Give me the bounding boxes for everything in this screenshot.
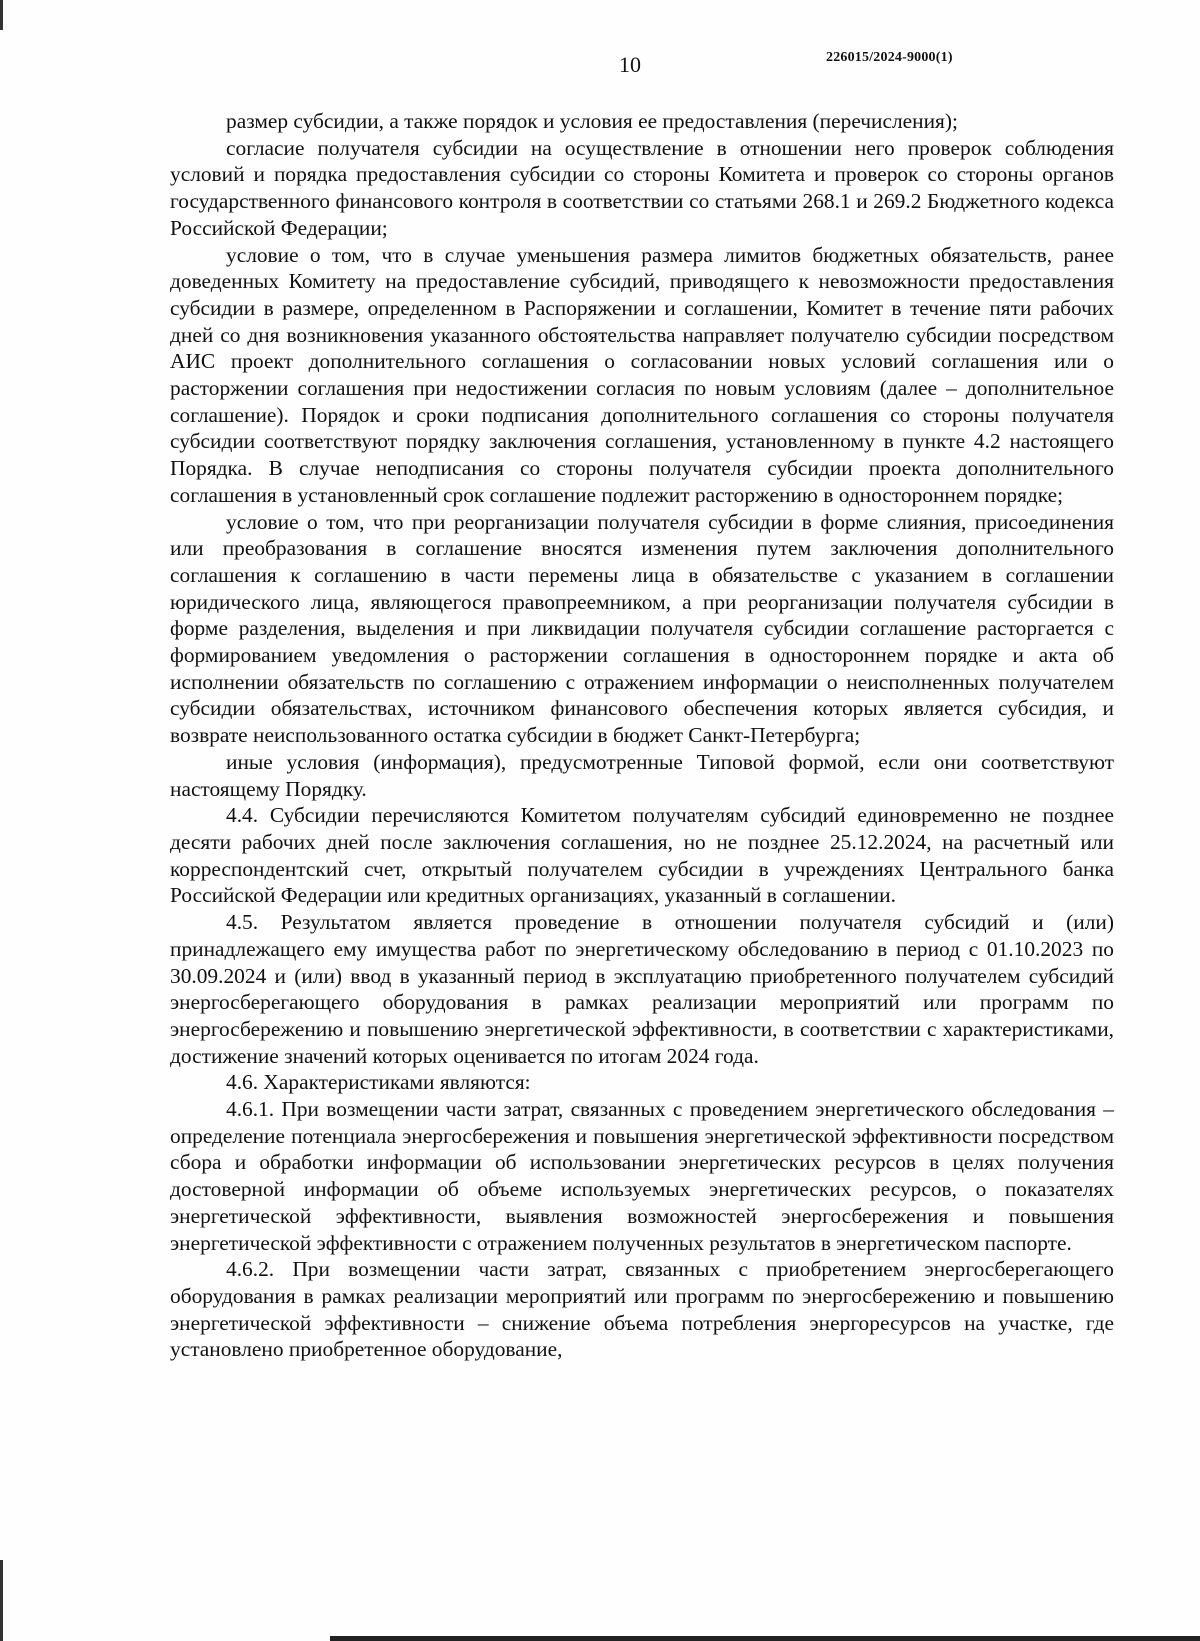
paragraph: условие о том, что в случае уменьшения размера лимитов бюджетных обязательств, ранее доведенных Комитету на предоставление субсидий, приводящего к невозможности предоставления субсидии в размере, определенном в Распоряжении и соглашении, Комитет в течение пяти рабочих дней со дня возникновения указанного обстоятельства направляет получателю субсидии посредством АИС проект дополнительного соглашения о согласовании новых условий соглашения или о расторжении соглашения при недостижении согласия по новым условиям (далее – дополнительное соглашение). Порядок и сроки подписания дополнительного соглашения со стороны получателя субсидии соответствуют порядку заключения соглашения, установленному в пункте 4.2 настоящего Порядка. В случае неподписания со стороны получателя субсидии проекта дополнительного соглашения в установленный срок соглашение подлежит расторжению в одностороннем порядке; bbox=[170, 242, 1114, 507]
paragraph: 4.6. Характеристиками являются: bbox=[226, 1070, 531, 1095]
paragraph: 4.4. Субсидии перечисляются Комитетом получателям субсидий единовременно не позднее десяти рабочих дней после заключения соглашения, но не позднее 25.12.2024, на расчетный или корреспондентский счет, открытый получателем субсидии в учреждениях Центрального банка Российской Федерации или кредитных организациях, указанный в соглашении. bbox=[170, 803, 1114, 908]
scan-bottom-border bbox=[330, 1636, 1200, 1641]
scan-edge-mark bbox=[0, 0, 3, 30]
paragraph: 4.6.2. При возмещении части затрат, связанных с приобретением энергосберегающего оборудования в рамках реализации мероприятий или программ по энергосбережению и повышению энергетической эффективности – снижение объема потребления энергоресурсов на участке, где установлено приобретенное оборудование, bbox=[170, 1257, 1114, 1362]
page-number: 10 bbox=[619, 52, 641, 77]
document-id: 226015/2024-9000(1) bbox=[826, 50, 953, 65]
document-body bbox=[170, 108, 1114, 1363]
scan-edge-mark bbox=[0, 1560, 3, 1641]
paragraph: согласие получателя субсидии на осуществление в отношении него проверок соблюдения условий и порядка предоставления субсидии со стороны Комитета и проверок со стороны органов государственного финансового контроля в соответствии со статьями 268.1 и 269.2 Бюджетного кодекса Российской Федерации; bbox=[170, 135, 1114, 240]
paragraph: 4.6.1. При возмещении части затрат, связанных с проведением энергетического обследования – определение потенциала энергосбережения и повышения энергетической эффективности посредством сбора и обработки информации об использовании энергетических ресурсов в целях получения достоверной информации об объеме используемых энергетических ресурсов, о показателях энергетической эффективности, выявления возможностей энергосбережения и повышения энергетической эффективности с отражением полученных результатов в энергетическом паспорте. bbox=[170, 1097, 1114, 1255]
paragraph: 4.5. Результатом является проведение в отношении получателя субсидий и (или) принадлежащего ему имущества работ по энергетическому обследованию в период с 01.10.2023 по 30.09.2024 и (или) ввод в указанный период в эксплуатацию приобретенного получателем субсидий энергосберегающего оборудования в рамках реализации мероприятий или программ по энергосбережению и повышению энергетической эффективности, в соответствии с характеристиками, достижение значений которых оценивается по итогам 2024 года. bbox=[170, 910, 1114, 1068]
paragraph: иные условия (информация), предусмотренные Типовой формой, если они соответствуют настоящему Порядку. bbox=[170, 749, 1114, 801]
paragraph: условие о том, что при реорганизации получателя субсидии в форме слияния, присоединения или преобразования в соглашение вносятся изменения путем заключения дополнительного соглашения к соглашению в части перемены лица в обязательстве с указанием в соглашении юридического лица, являющегося правопреемником, а при реорганизации получателя субсидии в форме разделения, выделения и при ликвидации получателя субсидии соглашение расторгается с формированием уведомления о расторжении соглашения в одностороннем порядке и акта об исполнении обязательств по соглашению с отражением информации о неисполненных получателем субсидии обязательствах, источником финансового обеспечения которых является субсидия, и возврате неиспользованного остатка субсидии в бюджет Санкт-Петербурга; bbox=[170, 509, 1114, 748]
paragraph: размер субсидии, а также порядок и условия ее предоставления (перечисления); bbox=[226, 109, 958, 133]
